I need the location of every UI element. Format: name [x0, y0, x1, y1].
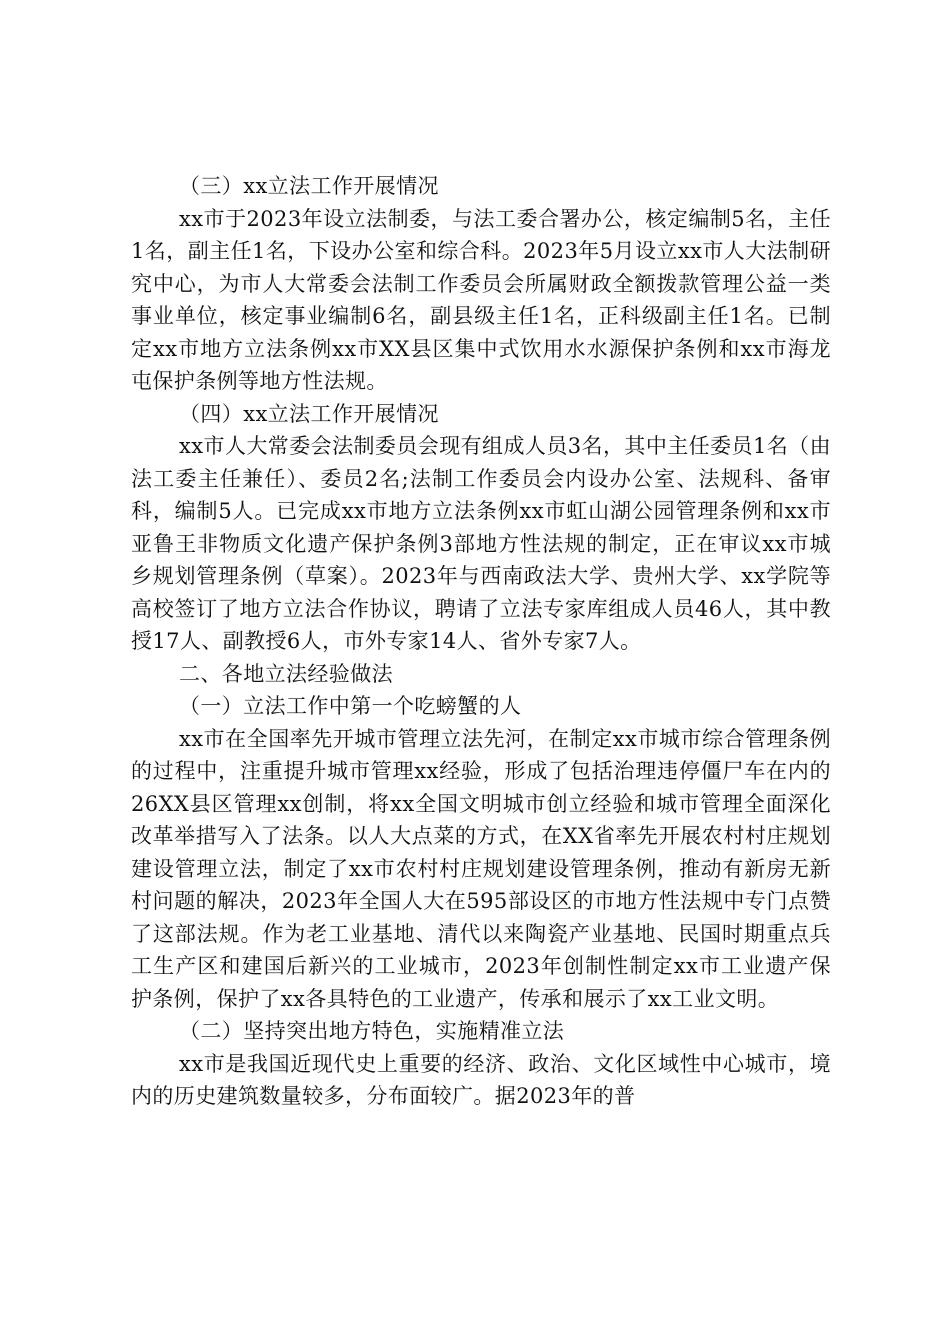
subsection-heading-2: （二）坚持突出地方特色，实施精准立法 [179, 1019, 565, 1043]
subsection-paragraph-2: xx市是我国近现代史上重要的经济、政治、文化区域性中心城市，境内的历史建筑数量较多，分布面较广。据2023年的普 [131, 1051, 831, 1108]
document-body [131, 170, 831, 1113]
section-heading-3: （三）xx立法工作开展情况 [179, 174, 439, 198]
subsection-paragraph-1: xx市在全国率先开城市管理立法先河，在制定xx市城市综合管理条例的过程中，注重提升城市管理xx经验，形成了包括治理违停僵尸车在内的26XX县区管理xx创制，将xx全国文明城市创立经验和城市管理全面深化改革举措写入了法条。以人大点菜的方式，在XX省率先开展农村村庄规划建设管理立法，制定了xx市农村村庄规划建设管理条例，推动有新房无新村问题的解决，2023年全国人大在595部设区的市地方性法规中专门点赞了这部法规。作为老工业基地、清代以来陶瓷产业基地、民国时期重点兵工生产区和建国后新兴的工业城市，2023年创制性制定xx市工业遗产保护条例，保护了xx各具特色的工业遗产，传承和展示了xx工业文明。 [131, 726, 831, 1011]
part-two-title: 二、各地立法经验做法 [179, 661, 393, 686]
section-paragraph-4: xx市人大常委会法制委员会现有组成人员3名，其中主任委员1名（由法工委主任兼任）、委员2名;法制工作委员会内设办公室、法规科、备审科，编制5人。已完成xx市地方立法条例xx市虹山湖公园管理条例和xx市亚鲁王非物质文化遗产保护条例3部地方性法规的制定，正在审议xx市城乡规划管理条例（草案）。2023年与西南政法大学、贵州大学、xx学院等高校签订了地方立法合作协议，聘请了立法专家库组成人员46人，其中教授17人、副教授6人，市外专家14人、省外专家7人。 [131, 434, 831, 653]
section-heading-4: （四）xx立法工作开展情况 [179, 401, 439, 426]
section-paragraph-3: xx市于2023年设立法制委，与法工委合署办公，核定编制5名，主任1名，副主任1名，下设办公室和综合科。2023年5月设立xx市人大法制研究中心，为市人大常委会法制工作委员会所属财政全额拨款管理公益一类事业单位，核定事业编制6名，副县级主任1名，正科级副主任1名。已制定xx市地方立法条例xx市XX县区集中式饮用水水源保护条例和xx市海龙屯保护条例等地方性法规。 [131, 206, 831, 393]
subsection-heading-1: （一）立法工作中第一个吃螃蟹的人 [179, 694, 522, 718]
